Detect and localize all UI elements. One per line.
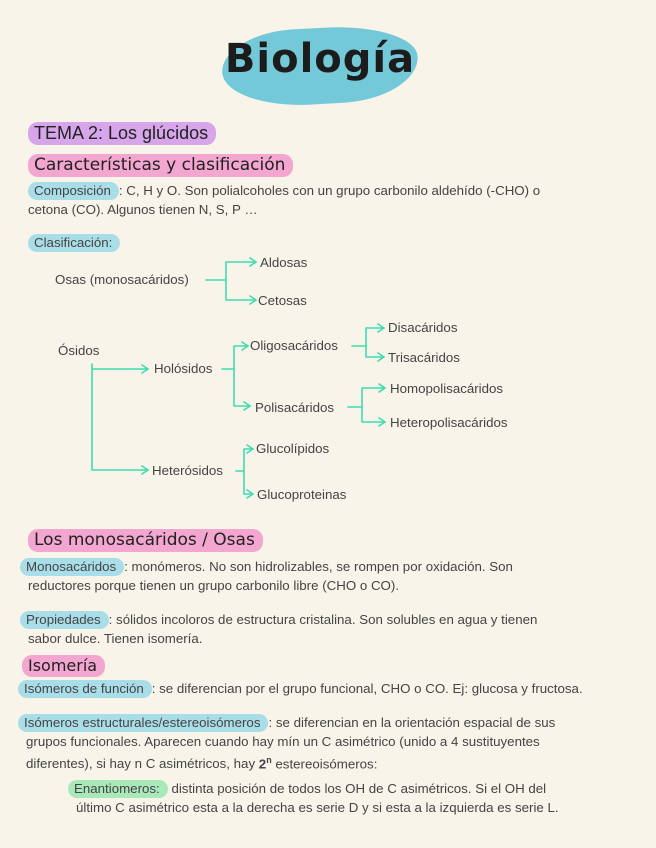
monosaccharides-label: Monosacáridos: [20, 558, 124, 576]
tree-trisacaridos: Trisacáridos: [388, 350, 460, 365]
tree-oligosacaridos: Oligosacáridos: [250, 338, 338, 353]
power-base: 2: [258, 756, 267, 772]
structural-isomers-text-3a: diferentes), si hay n C asimétricos, hay: [26, 756, 259, 772]
tree-disacaridos: Disacáridos: [388, 320, 458, 335]
tree-heteropolisacaridos: Heteropolisacáridos: [390, 415, 508, 430]
tree-holosidos: Holósidos: [154, 361, 213, 376]
properties-paragraph: [20, 610, 645, 648]
structural-isomers-paragraph: [18, 713, 648, 773]
enantiomers-label: Enantiomeros:: [68, 780, 168, 798]
enantiomers-text-2: último C asimétrico esta a la derecha es serie D y si esta a la izquierda es serie L.: [76, 800, 559, 815]
function-isomers-label: Isómeros de función: [18, 680, 152, 698]
properties-text-1: : sólidos incoloros de estructura cristalina. Son solubles en agua y tienen: [108, 612, 538, 627]
tree-osas: Osas (monosacáridos): [55, 272, 189, 287]
page-title: Biología: [224, 36, 416, 82]
composition-text-2: cetona (CO). Algunos tienen N, S, P …: [28, 202, 258, 217]
enantiomers-text-1: distinta posición de todos los OH de C asimétricos. Si el OH del: [167, 781, 547, 796]
monosaccharides-paragraph: [20, 557, 645, 595]
section-heading-monosaccharides: [28, 530, 263, 550]
topic-heading-text: TEMA 2: Los glúcidos: [28, 122, 216, 145]
tree-aldosas: Aldosas: [260, 255, 308, 270]
monosaccharides-text-1: : monómeros. No son hidrolizables, se rompen por oxidación. Son: [124, 559, 513, 574]
tree-osidos: Ósidos: [58, 343, 100, 358]
classification-label: Clasificación:: [28, 234, 120, 252]
section-heading-monosaccharides-text: Los monosacáridos / Osas: [28, 529, 263, 552]
properties-text-2: sabor dulce. Tienen isomería.: [28, 631, 203, 646]
function-isomers-paragraph: [18, 679, 650, 698]
composition-text-1: : C, H y O. Son polialcoholes con un grupo carbonilo aldehído (-CHO) o: [118, 183, 541, 198]
structural-isomers-text-3d: estereoisómeros:: [271, 756, 378, 772]
tree-glucolipidos: Glucolípidos: [256, 441, 330, 456]
section-heading-classification-text: Características y clasificación: [28, 154, 293, 177]
monosaccharides-text-2: reductores porque tienen un grupo carbonilo libre (CHO o CO).: [28, 578, 400, 593]
enantiomers-paragraph: [68, 779, 638, 817]
tree-heterosidos: Heterósidos: [152, 463, 223, 478]
section-heading-isomerism-text: Isomería: [22, 655, 105, 677]
properties-label: Propiedades: [20, 611, 109, 629]
tree-glucoproteinas: Glucoproteinas: [257, 487, 347, 502]
composition-label: Composición: [28, 182, 119, 200]
power-exponent: n: [266, 755, 272, 765]
tree-homopolisacaridos: Homopolisacáridos: [390, 381, 504, 396]
structural-isomers-label: Isómeros estructurales/estereoisómeros: [18, 714, 268, 732]
structural-isomers-text-1: : se diferencian en la orientación espacial de sus: [268, 715, 556, 730]
section-heading-isomerism: [22, 656, 105, 675]
tree-polisacaridos: Polisacáridos: [255, 400, 335, 415]
tree-cetosas: Cetosas: [258, 293, 307, 308]
structural-isomers-text-2: grupos funcionales. Aparecen cuando hay mín un C asimétrico (unido a 4 sustituyentes: [26, 734, 540, 749]
function-isomers-text: : se diferencian por el grupo funcional, CHO o CO. Ej: glucosa y fructosa.: [151, 681, 583, 696]
